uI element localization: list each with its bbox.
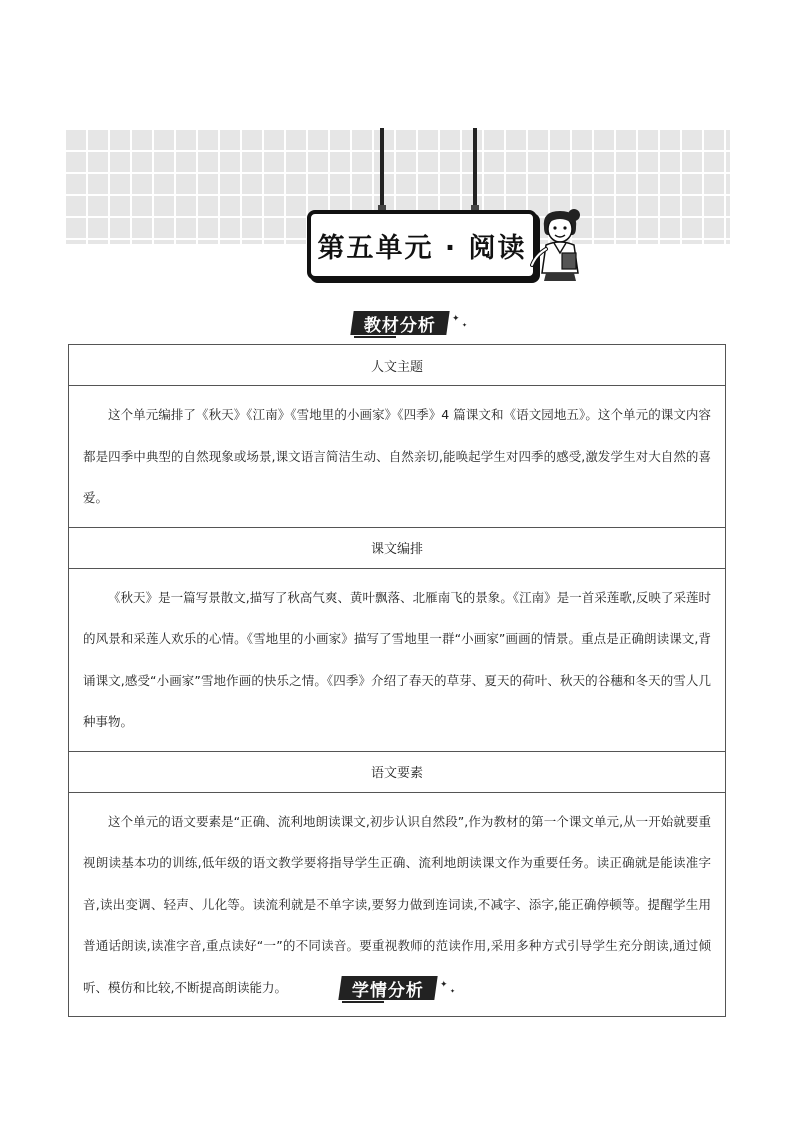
row-heading: 语文要素 xyxy=(69,751,726,792)
row-heading: 课文编排 xyxy=(69,527,726,568)
badge-underline xyxy=(342,1001,384,1003)
table-row xyxy=(69,345,726,386)
section-badge-student xyxy=(338,976,437,1000)
sparkle-icon: ✦ xyxy=(440,980,448,990)
row-text: 这个单元编排了《秋天》《江南》《雪地里的小画家》《四季》4 篇课文和《语文园地五》。这个单元的课文内容都是四季中典型的自然现象或场景,课文语言简洁生动、自然亲切,能唤起学生对四季的感受,激发学生对大自然的喜爱。 xyxy=(69,386,726,528)
section-label-student: 学情分析 xyxy=(352,980,424,1001)
analysis-table xyxy=(68,344,726,1017)
row-text: 《秋天》是一篇写景散文,描写了秋高气爽、黄叶飘落、北雁南飞的景象。《江南》是一首采莲歌,反映了采莲时的风景和采莲人欢乐的心情。《雪地里的小画家》描写了雪地里一群“小画家”画画的情景。重点是正确朗读课文,背诵课文,感受“小画家”雪地作画的快乐之情。《四季》介绍了春天的草芽、夏天的荷叶、秋天的谷穗和冬天的雪人几种事物。 xyxy=(69,568,726,751)
teacher-mascot-icon xyxy=(530,205,590,285)
row-heading: 人文主题 xyxy=(69,345,726,386)
hanger-right xyxy=(473,128,477,210)
table-row xyxy=(69,527,726,568)
hanger-left xyxy=(380,128,384,210)
section-badge-material xyxy=(350,311,449,335)
badge-underline xyxy=(354,336,396,338)
sparkle-icon: ✦ xyxy=(450,988,456,995)
page-title: 第五单元 · 阅读 xyxy=(307,210,537,280)
table-row xyxy=(69,568,726,751)
sparkle-icon: ✦ xyxy=(462,322,468,329)
sparkle-icon: ✦ xyxy=(452,314,460,324)
row-text: 这个单元的语文要素是“正确、流利地朗读课文,初步认识自然段”,作为教材的第一个课文单元,从一开始就要重视朗读基本功的训练,低年级的语文教学要将指导学生正确、流利地朗读课文作为重要任务。读正确就是能读准字音,读出变调、轻声、儿化等。读流利就是不单字读,要努力做到连词读,不减字、添字,能正确停顿等。提醒学生用普通话朗读,读准字音,重点读好“一”的不同读音。要重视教师的范读作用,采用多种方式引导学生充分朗读,通过倾听、模仿和比较,不断提高朗读能力。 xyxy=(69,792,726,1017)
table-row xyxy=(69,751,726,792)
section-label-material: 教材分析 xyxy=(364,315,436,336)
table-row xyxy=(69,386,726,528)
